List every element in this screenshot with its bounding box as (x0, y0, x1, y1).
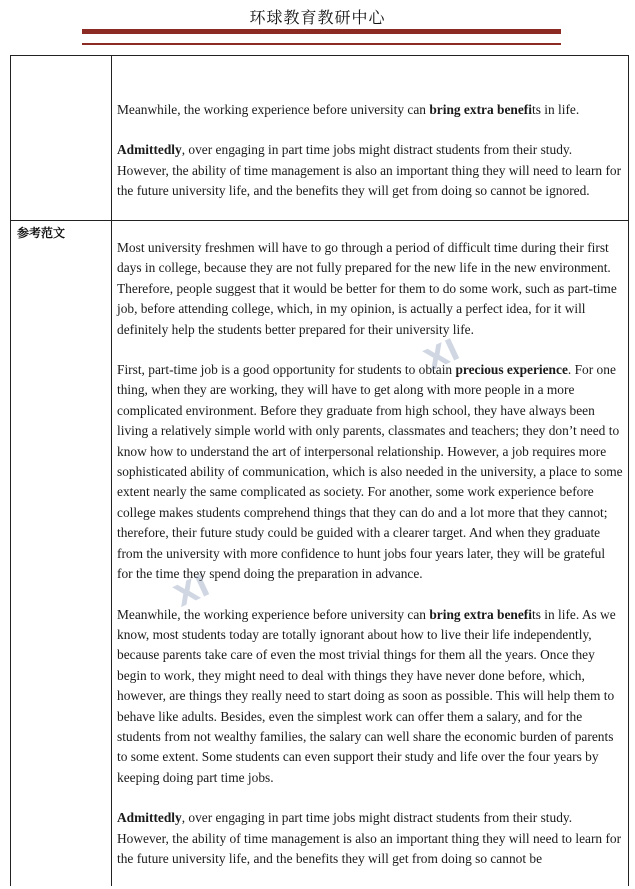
essay-paragraph-2: First, part-time job is a good opportunity for students to obtain precious experience. For one thing, when they are working, they will have to get along with more people in a more complicated environment. Before they graduate from high school, they have always been living a relatively simple world with only parents, classmates and teachers; they don’t need to know how to understand the art of interpersonal relationship. However, a job requires more sophisticated ability of communication, which is also needed in the university, a place to some extent nearly the same complicated as society. For another, some work experience before college makes students comprehend things that they can do and a lot more that they cannot; therefore, their future study could be guided with a clearer target. And when they graduate from the university with more confidence to hunt jobs four years later, they will be grateful for the time they spend doing the preparation in advance. (117, 362, 623, 582)
row-label-sample-essay: 参考范文 (17, 226, 66, 240)
table-column-divider (111, 56, 112, 886)
sample-essay-content (117, 238, 623, 889)
page-header-title: 环球教育教研中心 (249, 8, 386, 27)
essay-paragraph-1: Most university freshmen will have to go through a period of difficult time during their first days in college, because they are not fully prepared for the new life in the new environment. Therefore, people suggest that it would be better for them to do some work, such as part-time job, before attending college, which, in my opinion, is actually a perfect idea, for it will definitely help the students better prepared for their university life. (117, 240, 617, 337)
essay-table (10, 55, 629, 886)
header-rule-thin (82, 43, 561, 45)
top-cell-content (117, 100, 623, 222)
watermark-mark: XI (419, 332, 466, 379)
essay-paragraph-3: Meanwhile, the working experience before university can bring extra benefits in life. As we know, most students today are totally ignorant about how to live their life independently, because parents take care of even the most trivial things for them all the years. Once they begin to work, they might need to deal with things they have never done before, which, however, are things they really need to start doing as soon as possible. This will help them to behave like adults. Besides, even the simplest work can offer them a salary, and for the students from not wealthy families, the salary can well share the economic burden of parents to some extent. Some students can even support their study and life over the four years by keeping doing part time jobs. (117, 606, 616, 785)
top-paragraph-meanwhile: Meanwhile, the working experience before university can bring extra benefits in life. (117, 102, 580, 117)
header-rule-thick (82, 29, 561, 34)
watermark-mark: XI (169, 568, 216, 615)
top-paragraph-admittedly: Admittedly, over engaging in part time jobs might distract students from their study. However, the ability of time management is also an important thing they will need to learn for the future university life, and the benefits they will get from doing so cannot be ignored. (117, 142, 622, 199)
essay-paragraph-4: Admittedly, over engaging in part time jobs might distract students from their study. However, the ability of time management is also an important thing they will need to learn for the future university life, and the benefits they will get from doing so cannot be (117, 810, 622, 866)
